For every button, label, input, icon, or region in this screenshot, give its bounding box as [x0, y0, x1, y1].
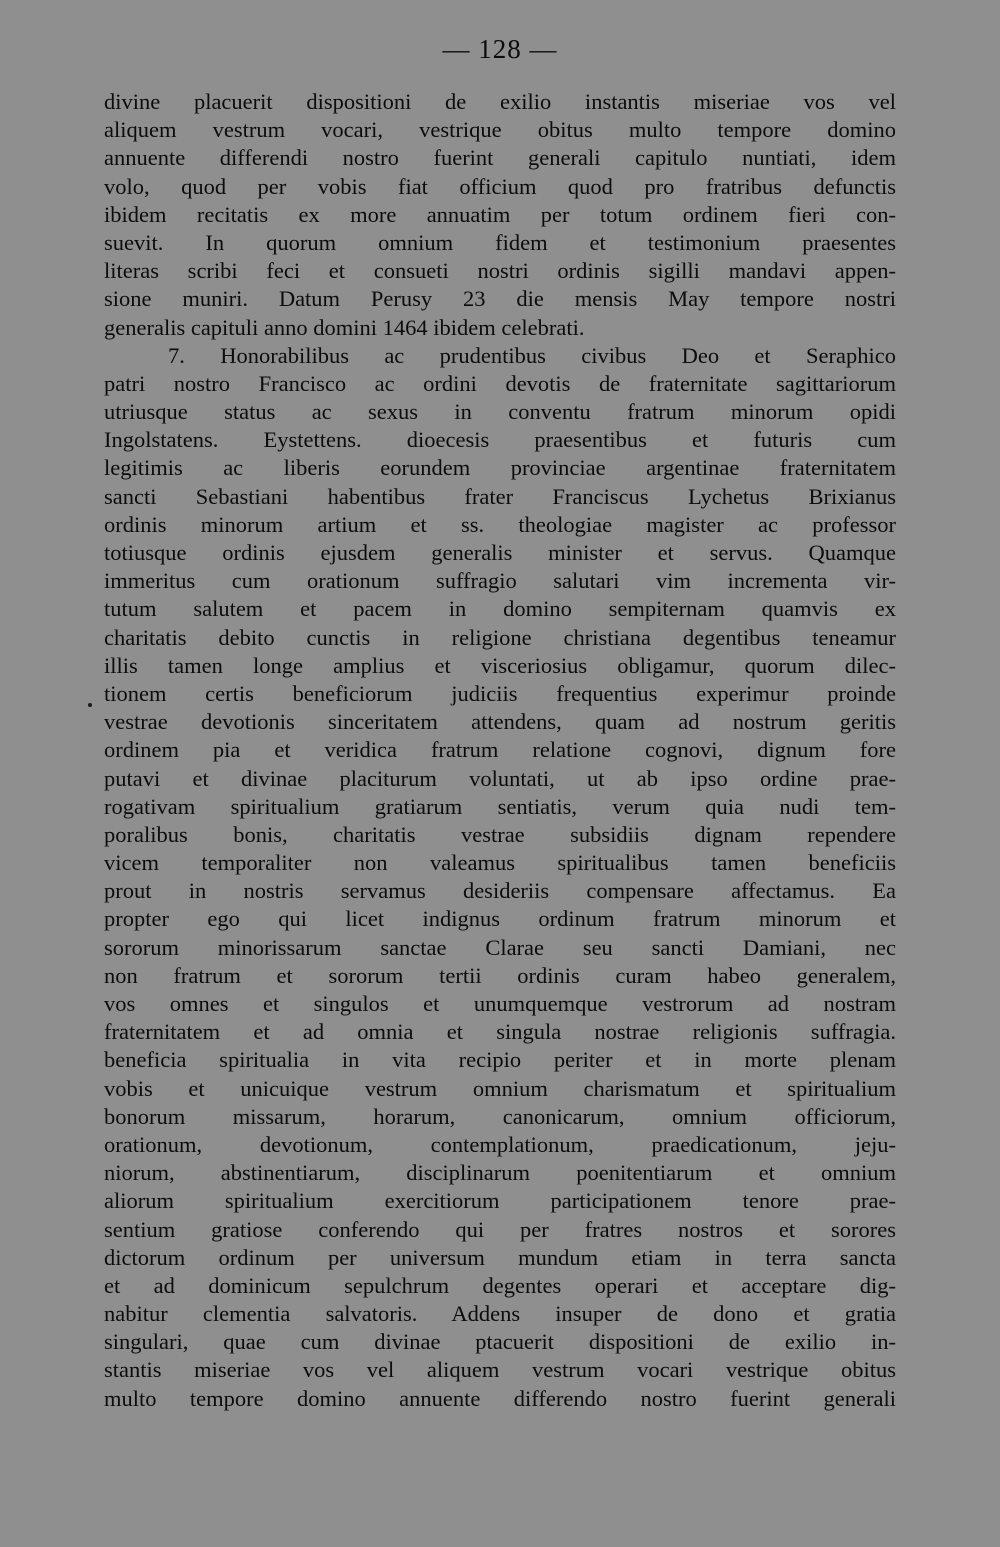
text-line: orationum, devotionum, contemplationum, praedicationum, jeju-: [104, 1131, 896, 1157]
text-line: nabitur clementia salvatoris. Addens insuper de dono et gratia: [104, 1301, 896, 1327]
text-line: volo, quod per vobis fiat officium quod pro fratribus defunctis: [104, 173, 896, 199]
text-line: annuente differendi nostro fuerint generali capitulo nuntiati, idem: [104, 145, 896, 171]
text-line: immeritus cum orationum suffragio salutari vim incrementa vir-: [104, 568, 896, 594]
text-line: suevit. In quorum omnium fidem et testimonium praesentes: [104, 229, 896, 255]
text-line: patri nostro Francisco ac ordini devotis de fraternitate sagittariorum: [104, 370, 896, 396]
text-line: legitimis ac liberis eorundem provinciae argentinae fraternitatem: [104, 455, 896, 481]
text-line: ibidem recitatis ex more annuatim per totum ordinem fieri con-: [104, 201, 896, 227]
text-line: propter ego qui licet indignus ordinum fratrum minorum et: [104, 906, 896, 932]
text-line: bonorum missarum, horarum, canonicarum, omnium officiorum,: [104, 1103, 896, 1129]
text-line: stantis miseriae vos vel aliquem vestrum vocari vestrique obitus: [104, 1357, 896, 1383]
text-line: sancti Sebastiani habentibus frater Franciscus Lychetus Brixianus: [104, 483, 896, 509]
body-text: [104, 88, 896, 1413]
text-line: sororum minorissarum sanctae Clarae seu sancti Damiani, nec: [104, 934, 896, 960]
text-line: vos omnes et singulos et unumquemque vestrorum ad nostram: [104, 991, 896, 1016]
text-line: poralibus bonis, charitatis vestrae subsidiis dignam rependere: [104, 821, 896, 847]
text-line: vestrae devotionis sinceritatem attendens, quam ad nostrum geritis: [104, 709, 896, 735]
text-line: prout in nostris servamus desideriis compensare affectamus. Ea: [104, 878, 896, 904]
text-line: sentium gratiose conferendo qui per fratres nostros et sorores: [104, 1216, 896, 1242]
text-line: ordinem pia et veridica fratrum relatione cognovi, dignum fore: [104, 737, 896, 763]
text-line: literas scribi feci et consueti nostri ordinis sigilli mandavi appen-: [104, 258, 896, 284]
text-line: vicem temporaliter non valeamus spiritualibus tamen beneficiis: [104, 850, 896, 876]
text-line: dictorum ordinum per universum mundum etiam in terra sancta: [104, 1244, 896, 1270]
text-line: multo tempore domino annuente differendo nostro fuerint generali: [104, 1385, 896, 1411]
text-line: putavi et divinae placiturum voluntati, ut ab ipso ordine prae-: [104, 765, 896, 791]
text-line: tutum salutem et pacem in domino sempiternam quamvis ex: [104, 596, 896, 622]
text-line: illis tamen longe amplius et visceriosius obligamur, quorum dilec-: [104, 652, 896, 678]
text-line: singulari, quae cum divinae ptacuerit dispositioni de exilio in-: [104, 1329, 896, 1355]
text-line: aliquem vestrum vocari, vestrique obitus multo tempore domino: [104, 117, 896, 143]
text-line: utriusque status ac sexus in conventu fratrum minorum opidi: [104, 399, 896, 425]
text-line: Ingolstatens. Eystettens. dioecesis praesentibus et futuris cum: [104, 427, 896, 453]
text-line: divine placuerit dispositioni de exilio instantis miseriae vos vel: [104, 89, 896, 114]
text-line: vobis et unicuique vestrum omnium charismatum et spiritualium: [104, 1075, 896, 1101]
text-line: fraternitatem et ad omnia et singula nostrae religionis suffragia.: [104, 1019, 896, 1045]
text-line: et ad dominicum sepulchrum degentes operari et acceptare dig-: [104, 1272, 896, 1298]
text-line: non fratrum et sororum tertii ordinis curam habeo generalem,: [104, 962, 896, 988]
text-line: tionem certis beneficiorum judiciis frequentius experimur proinde: [104, 680, 896, 706]
text-line: ordinis minorum artium et ss. theologiae magister ac professor: [104, 511, 896, 537]
text-line: charitatis debito cunctis in religione christiana degentibus teneamur: [104, 624, 896, 650]
text-line: niorum, abstinentiarum, disciplinarum poenitentiarum et omnium: [104, 1160, 896, 1186]
text-line: aliorum spiritualium exercitiorum participationem tenore prae-: [104, 1188, 896, 1214]
text-line: rogativam spiritualium gratiarum sentiatis, verum quia nudi tem-: [104, 793, 896, 819]
text-line: generalis capituli anno domini 1464 ibidem celebrati.: [104, 314, 585, 340]
text-line: totiusque ordinis ejusdem generalis minister et servus. Quamque: [104, 540, 896, 565]
page-number: — 128 —: [442, 34, 558, 64]
text-line: 7. Honorabilibus ac prudentibus civibus Deo et Seraphico: [168, 342, 896, 368]
text-line: sione muniri. Datum Perusy 23 die mensis May tempore nostri: [104, 286, 896, 312]
margin-mark: [88, 703, 92, 707]
text-line: beneficia spiritualia in vita recipio periter et in morte plenam: [104, 1047, 896, 1073]
